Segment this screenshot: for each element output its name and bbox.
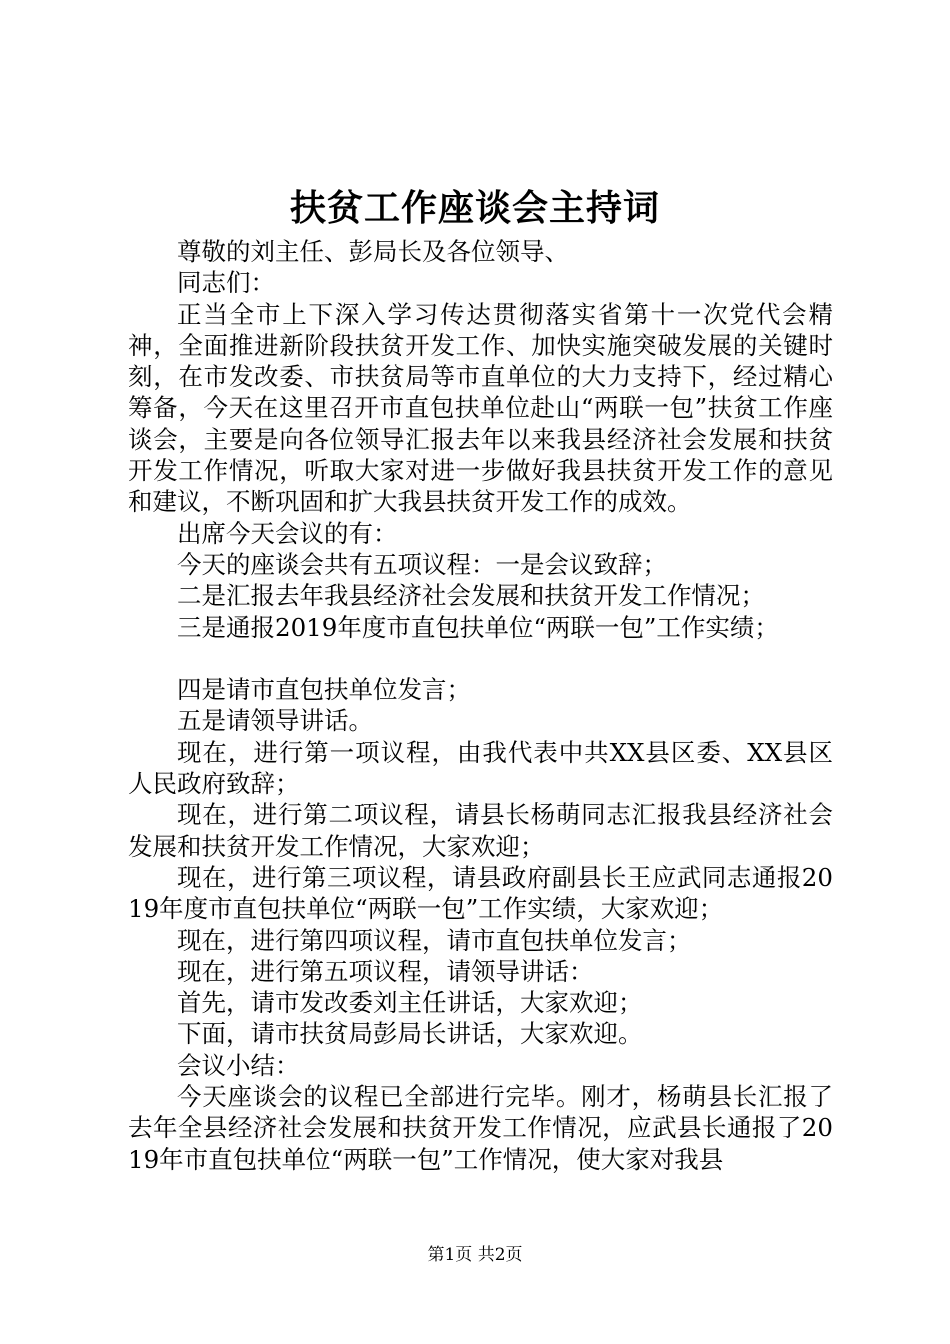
body-paragraph: 今天座谈会的议程已全部进行完毕。刚才，杨萌县长汇报了去年全县经济社会发展和扶贫开发工作情况，应武县长通报了2019年市直包扶单位“两联一包”工作情况，使大家对我县 [128, 1082, 833, 1174]
body-paragraph: 现在，进行第四项议程，请市直包扶单位发言； [177, 925, 692, 955]
body-paragraph: 正当全市上下深入学习传达贯彻落实省第十一次党代会精神，全面推进新阶段扶贫开发工作、加快实施突破发展的关键时刻，在市发改委、市扶贫局等市直单位的大力支持下，经过精心筹备，今天在这里召开市直包扶单位赴山“两联一包”扶贫工作座谈会，主要是向各位领导汇报去年以来我县经济社会发展和扶贫开发工作情况，听取大家对进一步做好我县扶贫开发工作的意见和建议，不断巩固和扩大我县扶贫开发工作的成效。 [128, 299, 833, 517]
blank-line [128, 643, 833, 674]
agenda-item: 五是请领导讲话。 [177, 706, 373, 736]
agenda-item: 今天的座谈会共有五项议程：一是会议致辞； [177, 549, 667, 579]
salutation-line: 尊敬的刘主任、彭局长及各位领导、 [177, 237, 569, 266]
agenda-item: 四是请市直包扶单位发言； [177, 675, 471, 705]
salutation-line: 同志们： [177, 268, 275, 298]
document-body [128, 236, 833, 1175]
body-paragraph: 首先，请市发改委刘主任讲话，大家欢迎； [177, 988, 643, 1018]
agenda-item: 三是通报2019年度市直包扶单位“两联一包”工作实绩； [177, 612, 779, 642]
body-paragraph: 现在，进行第五项议程，请领导讲话： [177, 956, 594, 986]
page-number-footer: 第1页 共2页 [427, 1245, 523, 1265]
body-paragraph: 出席今天会议的有： [177, 518, 398, 548]
body-paragraph: 会议小结： [177, 1050, 300, 1080]
body-paragraph: 现在，进行第三项议程，请县政府副县长王应武同志通报2019年度市直包扶单位“两联一包”工作实绩，大家欢迎； [128, 862, 833, 924]
document-title: 扶贫工作座谈会主持词 [289, 187, 660, 229]
body-paragraph: 现在，进行第一项议程，由我代表中共XX县区委、XX县区人民政府致辞； [128, 737, 833, 799]
agenda-item: 二是汇报去年我县经济社会发展和扶贫开发工作情况； [177, 581, 765, 611]
body-paragraph: 下面，请市扶贫局彭局长讲话，大家欢迎。 [177, 1019, 643, 1049]
body-paragraph: 现在，进行第二项议程，请县长杨萌同志汇报我县经济社会发展和扶贫开发工作情况，大家欢迎； [128, 800, 833, 861]
